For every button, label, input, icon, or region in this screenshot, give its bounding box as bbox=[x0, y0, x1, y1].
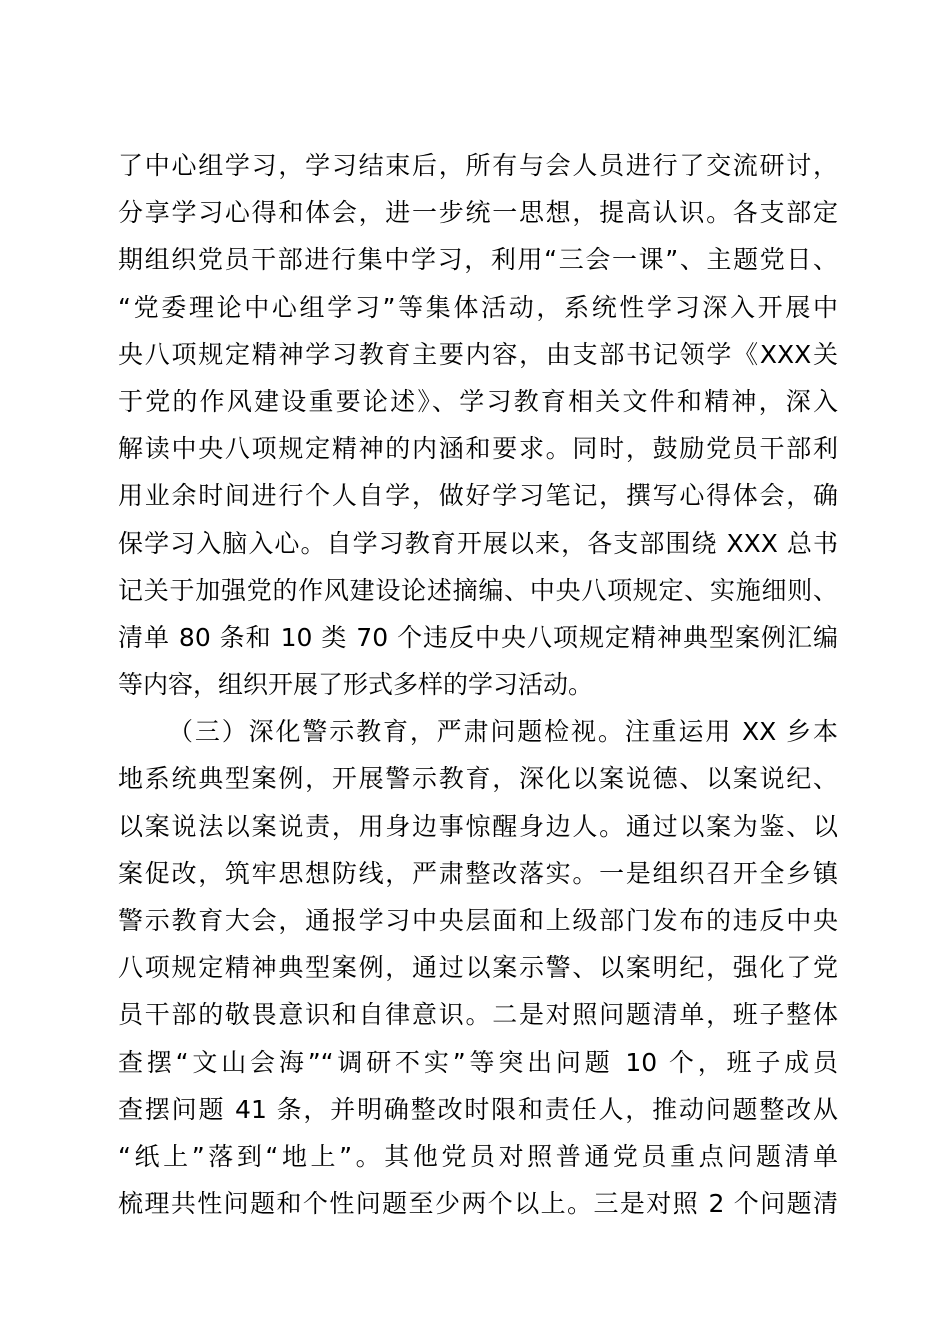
text-line: 记关于加强党的作风建设论述摘编、中央八项规定、实施细则、 bbox=[118, 575, 838, 605]
text-line: 八项规定精神典型案例，通过以案示警、以案明纪，强化了党 bbox=[118, 953, 838, 983]
text-line: 员干部的敬畏意识和自律意识。二是对照问题清单，班子整体 bbox=[118, 1000, 838, 1030]
section-heading-line: （三）深化警示教育，严肃问题检视。注重运用 XX 乡本 bbox=[168, 717, 838, 747]
text-line: 分享学习心得和体会，进一步统一思想，提高认识。各支部定 bbox=[118, 198, 838, 228]
text-line: 用业余时间进行个人自学，做好学习笔记，撰写心得体会，确 bbox=[118, 481, 838, 511]
text-line: 以案说法以案说责，用身边事惊醒身边人。通过以案为鉴、以 bbox=[118, 811, 838, 841]
text-line: 于党的作风建设重要论述》、学习教育相关文件和精神，深入 bbox=[118, 386, 838, 416]
text-line: 保学习入脑入心。自学习教育开展以来，各支部围绕 XXX 总书 bbox=[118, 528, 838, 558]
text-line: 梳理共性问题和个性问题至少两个以上。三是对照 2 个问题清 bbox=[118, 1189, 838, 1219]
text-line: 解读中央八项规定精神的内涵和要求。同时，鼓励党员干部利 bbox=[118, 434, 838, 464]
text-line: 清单 80 条和 10 类 70 个违反中央八项规定精神典型案例汇编 bbox=[118, 622, 838, 652]
text-line: 查摆问题 41 条，并明确整改时限和责任人，推动问题整改从 bbox=[118, 1094, 838, 1124]
text-line: 警示教育大会，通报学习中央层面和上级部门发布的违反中央 bbox=[118, 906, 838, 935]
text-line: 央八项规定精神学习教育主要内容，由支部书记领学《XXX关 bbox=[118, 339, 838, 369]
body-text bbox=[118, 142, 838, 1227]
text-line: 了中心组学习，学习结束后，所有与会人员进行了交流研讨， bbox=[118, 151, 838, 180]
text-line: “党委理论中心组学习”等集体活动，系统性学习深入开展中 bbox=[118, 292, 838, 322]
text-line: 查摆“文山会海”“调研不实”等突出问题 10 个，班子成员 bbox=[118, 1047, 838, 1077]
paragraph-end-line: 等内容，组织开展了形式多样的学习活动。 bbox=[118, 670, 594, 700]
text-line: 期组织党员干部进行集中学习，利用“三会一课”、主题党日、 bbox=[118, 245, 838, 275]
text-line: “纸上”落到“地上”。其他党员对照普通党员重点问题清单 bbox=[118, 1141, 838, 1171]
text-line: 地系统典型案例，开展警示教育，深化以案说德、以案说纪、 bbox=[118, 764, 838, 794]
text-line: 案促改，筑牢思想防线，严肃整改落实。一是组织召开全乡镇 bbox=[118, 858, 838, 888]
